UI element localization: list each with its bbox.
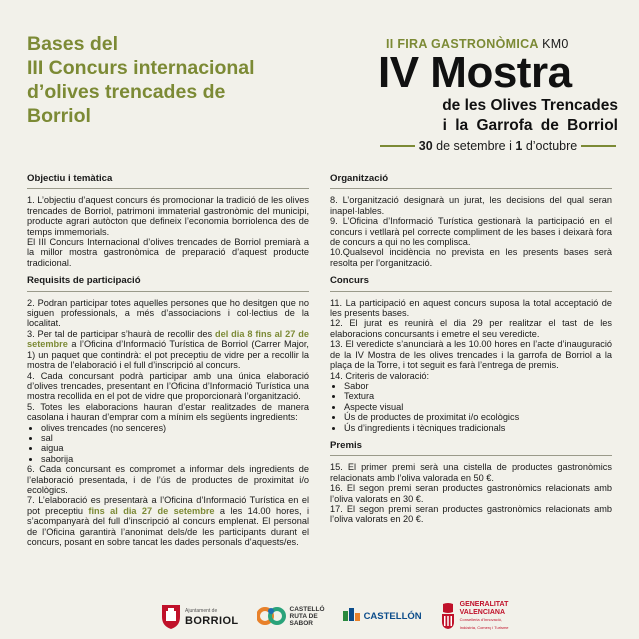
paragraph <box>27 329 309 371</box>
date-mid: de setembre i <box>436 139 512 153</box>
bases-title <box>27 32 327 128</box>
ingredients-list <box>27 423 309 465</box>
paragraph: 10.Qualsevol incidència no prevista en les presents bases serà resolta per l’organització. <box>330 247 612 268</box>
section-heading: Organització <box>330 174 612 189</box>
date-day-1: 30 <box>418 139 433 153</box>
section-concurs <box>330 276 612 433</box>
paragraph: El III Concurs Internacional d’olives trencades de Borriol premiarà a la millor mostra gastronòmica de preparació d’aquest producte tradicional. <box>27 237 309 268</box>
borriol-logo-text <box>185 606 239 626</box>
gv-sub: Conselleria d’Innovació, <box>459 617 503 622</box>
gv-sub: Indústria, Comerç i Turisme <box>459 624 509 630</box>
paragraph: 1. L’objectiu d’aquest concurs és promocionar la tradició de les olives trencades de Borriol, patrimoni immaterial gastronòmic del municipi, producte agrari autòcton que defineix l’economia borriolenca des de temps immemorials. <box>27 195 309 237</box>
paragraph: 2. Podran participar totes aquelles persones que ho desitgen que no siguen professionals, a més d’associacions i col·lectius de la localitat. <box>27 297 309 329</box>
paragraph: 16. El segon premi seran productes gastronòmics relacionats amb l’oliva valorats en 30 €. <box>330 483 612 504</box>
date-day-2: 1 <box>515 139 523 153</box>
event-dates <box>380 139 616 153</box>
dates-rule-right <box>581 145 616 147</box>
list-item: • aigua <box>41 443 309 453</box>
bases-title-line: Borriol <box>27 105 91 127</box>
list-item: • Ús de productes de proximitat i/o ecològics <box>344 412 612 422</box>
cs-line: CASTELLÓ <box>289 605 325 613</box>
generalitat-logo <box>440 601 509 631</box>
list-item: • sal <box>41 433 309 443</box>
left-column <box>27 174 309 555</box>
text-part: 7. L’elaboració es presentarà a l’Oficina d’Informació Turística en el pot preceptiu <box>27 495 309 516</box>
generalitat-crest-icon <box>440 602 456 630</box>
borriol-logo <box>160 602 239 630</box>
km0-text: KM0 <box>542 37 569 51</box>
list-item: • Aspecte visual <box>344 402 612 412</box>
paragraph: 17. El segon premi seran productes gastronòmics relacionats amb l’oliva valorats en 20 €. <box>330 503 612 525</box>
paragraph: 9. L’Oficina d’Informació Turística gestionarà la participació en el concurs i vetllarà pel correcte compliment de les bases i deixarà fora de concurs a qui no les complisca. <box>330 216 612 248</box>
mostra-subtitle-2: i la Garrofa de Borriol <box>442 117 618 134</box>
fira-text: II FIRA GASTRONÒMICA <box>386 37 539 51</box>
section-organitzacio <box>330 174 612 268</box>
paragraph: 8. L’organització designarà un jurat, les decisions del qual seran inapel·lables. <box>330 195 612 216</box>
sponsor-logos <box>160 596 620 636</box>
ruta-de-sabor-text <box>290 606 325 627</box>
gv-line: GENERALITAT <box>459 601 509 608</box>
cs-line: SABOR <box>289 619 314 627</box>
section-heading: Requisits de participació <box>27 276 309 291</box>
section-heading: Concurs <box>330 276 612 291</box>
ruta-de-sabor-icon <box>257 605 287 627</box>
highlight-date: fins al dia 27 de setembre <box>88 505 215 516</box>
bases-title-line: III Concurs internacional <box>27 57 255 79</box>
date-end: d’octubre <box>525 139 578 153</box>
paragraph: 11. La participació en aquest concurs suposa la total acceptació de les presents bases. <box>330 297 612 319</box>
castellon-mark-icon <box>343 608 361 624</box>
text-part: 3. Per tal de participar s’haurà de recollir des <box>27 328 215 339</box>
borriol-name: BORRIOL <box>185 615 239 627</box>
mostra-subtitle-1: de les Olives Trencades <box>442 97 618 114</box>
generalitat-text <box>460 601 509 631</box>
paragraph: 12. El jurat es reunirà el dia 29 per realitzar el tast de les elaboracions concursants i emetre el seu veredicte. <box>330 318 612 339</box>
criteria-list <box>330 381 612 433</box>
section-premis <box>330 441 612 525</box>
text-part: a les 14.00 hores, i s’acompanyarà del full d’inscripció al concurs emplenat. El personal de l’Oficina garantirà l’anonimat dels/de les participants durant el concurs, posant en sobre tancat les dades personals d’aquests/es. <box>27 505 309 547</box>
bases-title-line: d’olives trencades de <box>27 81 226 103</box>
borriol-small: Ajuntament de <box>185 608 218 614</box>
text-part: a l’Oficina d’Informació Turística de Borriol (Carrer Major, 1) un paquet que contindrà: el pot preceptiu de vidre per a recollir la mostra de l’elaboració i el full d’inscripció al concurs. <box>27 339 309 371</box>
list-item: • Ús d’ingredients i tècniques tradicionals <box>344 423 612 433</box>
list-item: • Sabor <box>344 381 612 391</box>
paragraph: 4. Cada concursant podrà participar amb una única elaboració d’olives trencades, presentant en l’Oficina d’Informació Turística una mostra recollida en el pot de vidre que proporcionarà l’organització. <box>27 370 309 402</box>
castellon-text: CASTELLÓN <box>363 610 422 622</box>
list-item: • olives trencades (no senceres) <box>41 423 309 433</box>
highlight-date: del dia 8 fins al 27 de setembre <box>27 328 309 350</box>
bases-title-line: Bases del <box>27 33 119 55</box>
paragraph: 6. Cada concursant es compromet a informar dels ingredients de l’elaboració presentada, i de l’ús de productes de proximitat i/o ecològics. <box>27 464 309 495</box>
paragraph: 13. El veredicte s’anunciarà a les 10.00 hores en l’acte d’inauguració de la IV Mostra de les olives trencades i la garrofa de Borriol a la plaça de la Torre, i tot seguit es farà l’entrega de premis. <box>330 339 612 371</box>
list-item: • Textura <box>344 391 612 401</box>
list-item: • saborija <box>41 454 309 464</box>
castellon-logo <box>343 608 422 624</box>
section-requisits <box>27 276 309 547</box>
paragraph: 15. El primer premi serà una cistella de productes gastronòmics relacionats amb l’oliva valorada en 50 €. <box>330 462 612 483</box>
paragraph <box>27 495 309 547</box>
borriol-shield-icon <box>160 602 182 630</box>
paragraph: 14. Criteris de valoració: <box>330 370 430 381</box>
gv-line: VALENCIANA <box>459 608 505 616</box>
cs-line: RUTA DE <box>289 612 318 620</box>
section-objectiu <box>27 174 309 268</box>
dates-rule-left <box>380 145 415 147</box>
dates-text <box>415 139 581 153</box>
mostra-title: IV Mostra <box>378 48 572 97</box>
castello-ruta-de-sabor-logo <box>257 605 325 627</box>
section-heading: Premis <box>330 441 612 456</box>
paragraph: 5. Totes les elaboracions hauran d’estar realitzades de manera casolana i hauran d’emprar com a mínim els següents ingredients: <box>27 401 309 423</box>
section-heading: Objectiu i temàtica <box>27 174 309 189</box>
right-column <box>330 174 612 533</box>
